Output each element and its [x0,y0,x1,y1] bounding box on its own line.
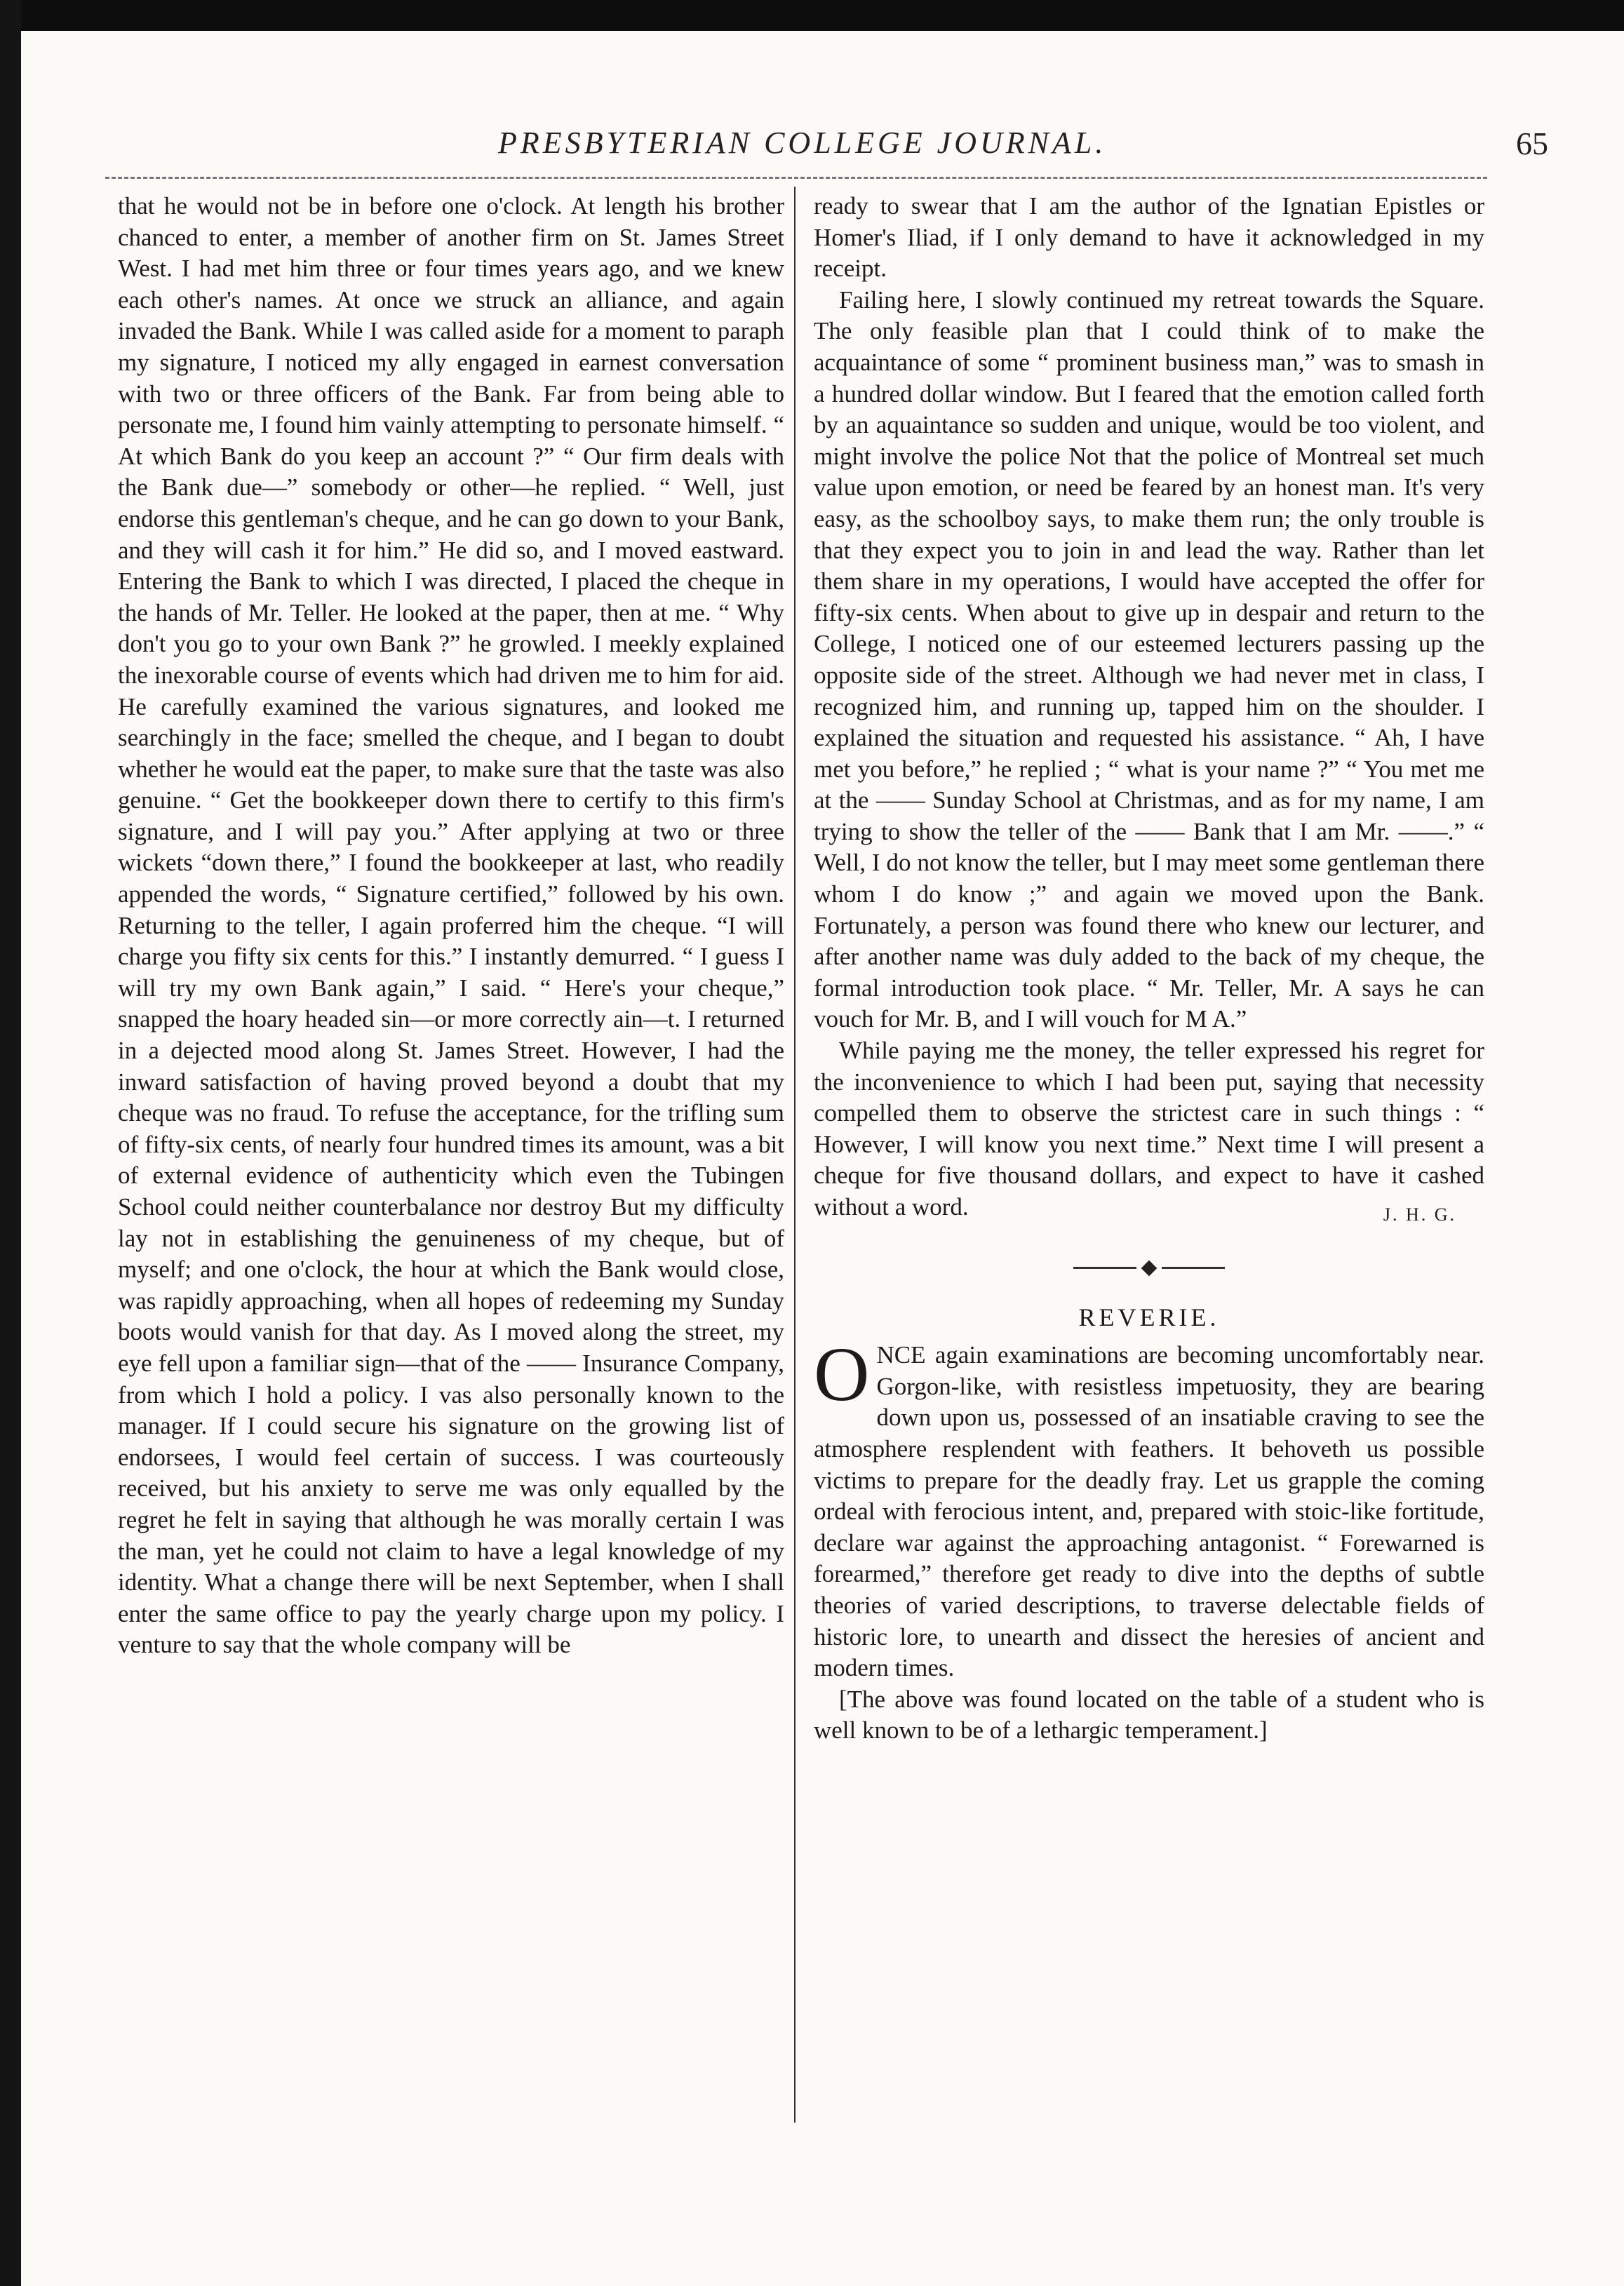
drop-cap: O [814,1331,870,1418]
ornament-line-right [1162,1267,1225,1269]
running-title: PRESBYTERIAN COLLEGE JOURNAL. [498,126,1107,160]
right-column [814,191,1484,1747]
section-title: REVERIE. [1078,1303,1220,1331]
reverie-paragraph [814,1331,1484,1684]
column-divider [794,187,796,2123]
page-number: 65 [1516,126,1548,161]
ornament-diamond [1141,1260,1157,1276]
ornament-line-left [1073,1267,1136,1269]
author-signature: J. H. G. [1383,1204,1456,1225]
editorial-note: [The above was found located on the table of a student who is well known to be of a lethargic temperament.] [814,1685,1484,1744]
paragraph-paying-money: While paying me the money, the teller expressed his regret for the inconvenience to which I had been put, saying that necessity compelled them to observe the strictest care in such things : “ However, I will know you next time.” Next time I will present a cheque for five thousand dollars, and expect to have it cashed without a word. [814,1037,1484,1221]
scan-border-left [0,0,21,2286]
header-rule [105,177,1487,179]
page-header [0,125,1624,167]
paragraph-continued: ready to swear that I am the author of the Ignatian Epistles or Homer's Iliad, if I only demand to have it acknowledged in my receipt. [814,192,1484,283]
left-column-text: that he would not be in before one o'clock. At length his brother chanced to enter, a member of another firm on St. James Street West. I had met him three or four times years ago, and we knew each other's names. At once we struck an alliance, and again invaded the Bank. While I was called aside for a moment to paraph my signature, I noticed my ally engaged in earnest conversation with two or three officers of the Bank. Far from being able to personate me, I found him vainly attempting to personate himself. “ At which Bank do you keep an account ?” “ Our firm deals with the Bank due—” somebody or other—he replied. “ Well, just endorse this gentleman's cheque, and he can go down to your Bank, and they will cash it for him.” He did so, and I moved eastward. Entering the Bank to which I was directed, I placed the cheque in the hands of Mr. Teller. He looked at the paper, then at me. “ Why don't you go to your own Bank ?” he growled. I meekly explained the inexorable course of events which had driven me to him for aid. He carefully examined the various signatures, and looked me searchingly in the face; smelled the cheque, and I began to doubt whether he would eat the paper, to make sure that the taste was also genuine. “ Get the bookkeeper down there to certify to this firm's signature, and I will pay you.” After applying at two or three wickets “down there,” I found the bookkeeper at last, who readily appended the words, “ Signature certified,” followed by his own. Returning to the teller, I again proferred him the cheque. “I will charge you fifty six cents for this.” I instantly demurred. “ I guess I will try my own Bank again,” I said. “ Here's your cheque,” snapped the hoary headed sin—or more correctly ain—t. I returned in a dejected mood along St. James Street. However, I had the inward satisfaction of having proved beyond a doubt that my cheque was no fraud. To refuse the acceptance, for the trifling sum of fifty-six cents, of nearly four hundred times its amount, was a bit of external evidence of authenticity which even the Tubingen School could neither counterbalance nor destroy But my difficulty lay not in establishing the genuineness of my cheque, but of myself; and one o'clock, the hour at which the Bank would close, was rapidly approaching, when all hopes of redeeming my Sunday boots would vanish for that day. As I moved along the street, my eye fell upon a familiar sign—that of the —— Insurance Company, from which I hold a policy. I vas also personally known to the manager. If I could secure his signature on the growing list of endorsees, I would feel certain of success. I was courteously received, but his anxiety to serve me was only equalled by the regret he felt in saying that although he was morally certain I was the man, yet he could not claim to have a legal knowledge of my identity. What a change there will be next September, when I shall enter the same office to pay the yearly charge upon my policy. I venture to say that the whole company will be [118,192,784,1659]
reverie-text: NCE again examinations are becoming uncomfortably near. Gorgon-like, with resistless impetuosity, they are bearing down upon us, possessed of an insatiable craving to see the atmosphere resplendent with feathers. It behoveth us possible victims to prepare for the deadly fray. Let us grapple the coming ordeal with ferocious intent, and, prepared with stoic-like fortitude, declare war against the approaching antagonist. “ Forewarned is forearmed,” therefore get ready to dive into the depths of subtle theories of varied descriptions, to traverse delectable fields of historic lore, to unearth and dissect the heresies of ancient and modern times. [814,1341,1484,1682]
scan-border-top [0,0,1624,31]
left-column [118,191,784,1661]
paragraph-failing-here: Failing here, I slowly continued my retreat towards the Square. The only feasible plan that I could think of to make the acquaintance of some “ prominent business man,” was to smash in a hundred dollar window. But I feared that the emotion called forth by an aquaintance so sudden and unique, would be too violent, and might involve the police Not that the police of Montreal set much value upon emotion, or need be feared by an honest man. It's very easy, as the schoolboy says, to make them run; the only trouble is that they expect you to join in and lead the way. Rather than let them share in my operations, I would have accepted the offer for fifty-six cents. When about to give up in despair and return to the College, I noticed one of our esteemed lecturers passing up the opposite side of the street. Although we had never met in class, I recognized him, and running up, tapped him on the shoulder. I explained the situation and requested his assistance. “ Ah, I have met you before,” he replied ; “ what is your name ?” “ You met me at the —— Sunday School at Christmas, and as for my name, I am trying to show the teller of the —— Bank that I am Mr. ——.” “ Well, I do not know the teller, but I may meet some gentleman there whom I do know ;” and again we moved upon the Bank. Fortunately, a person was found there who knew our lecturer, and after another name was duly added to the back of my cheque, the formal introduction took place. “ Mr. Teller, Mr. A says he can vouch for Mr. B, and I will vouch for M A.” [814,285,1484,1033]
section-ornament [814,1243,1484,1293]
